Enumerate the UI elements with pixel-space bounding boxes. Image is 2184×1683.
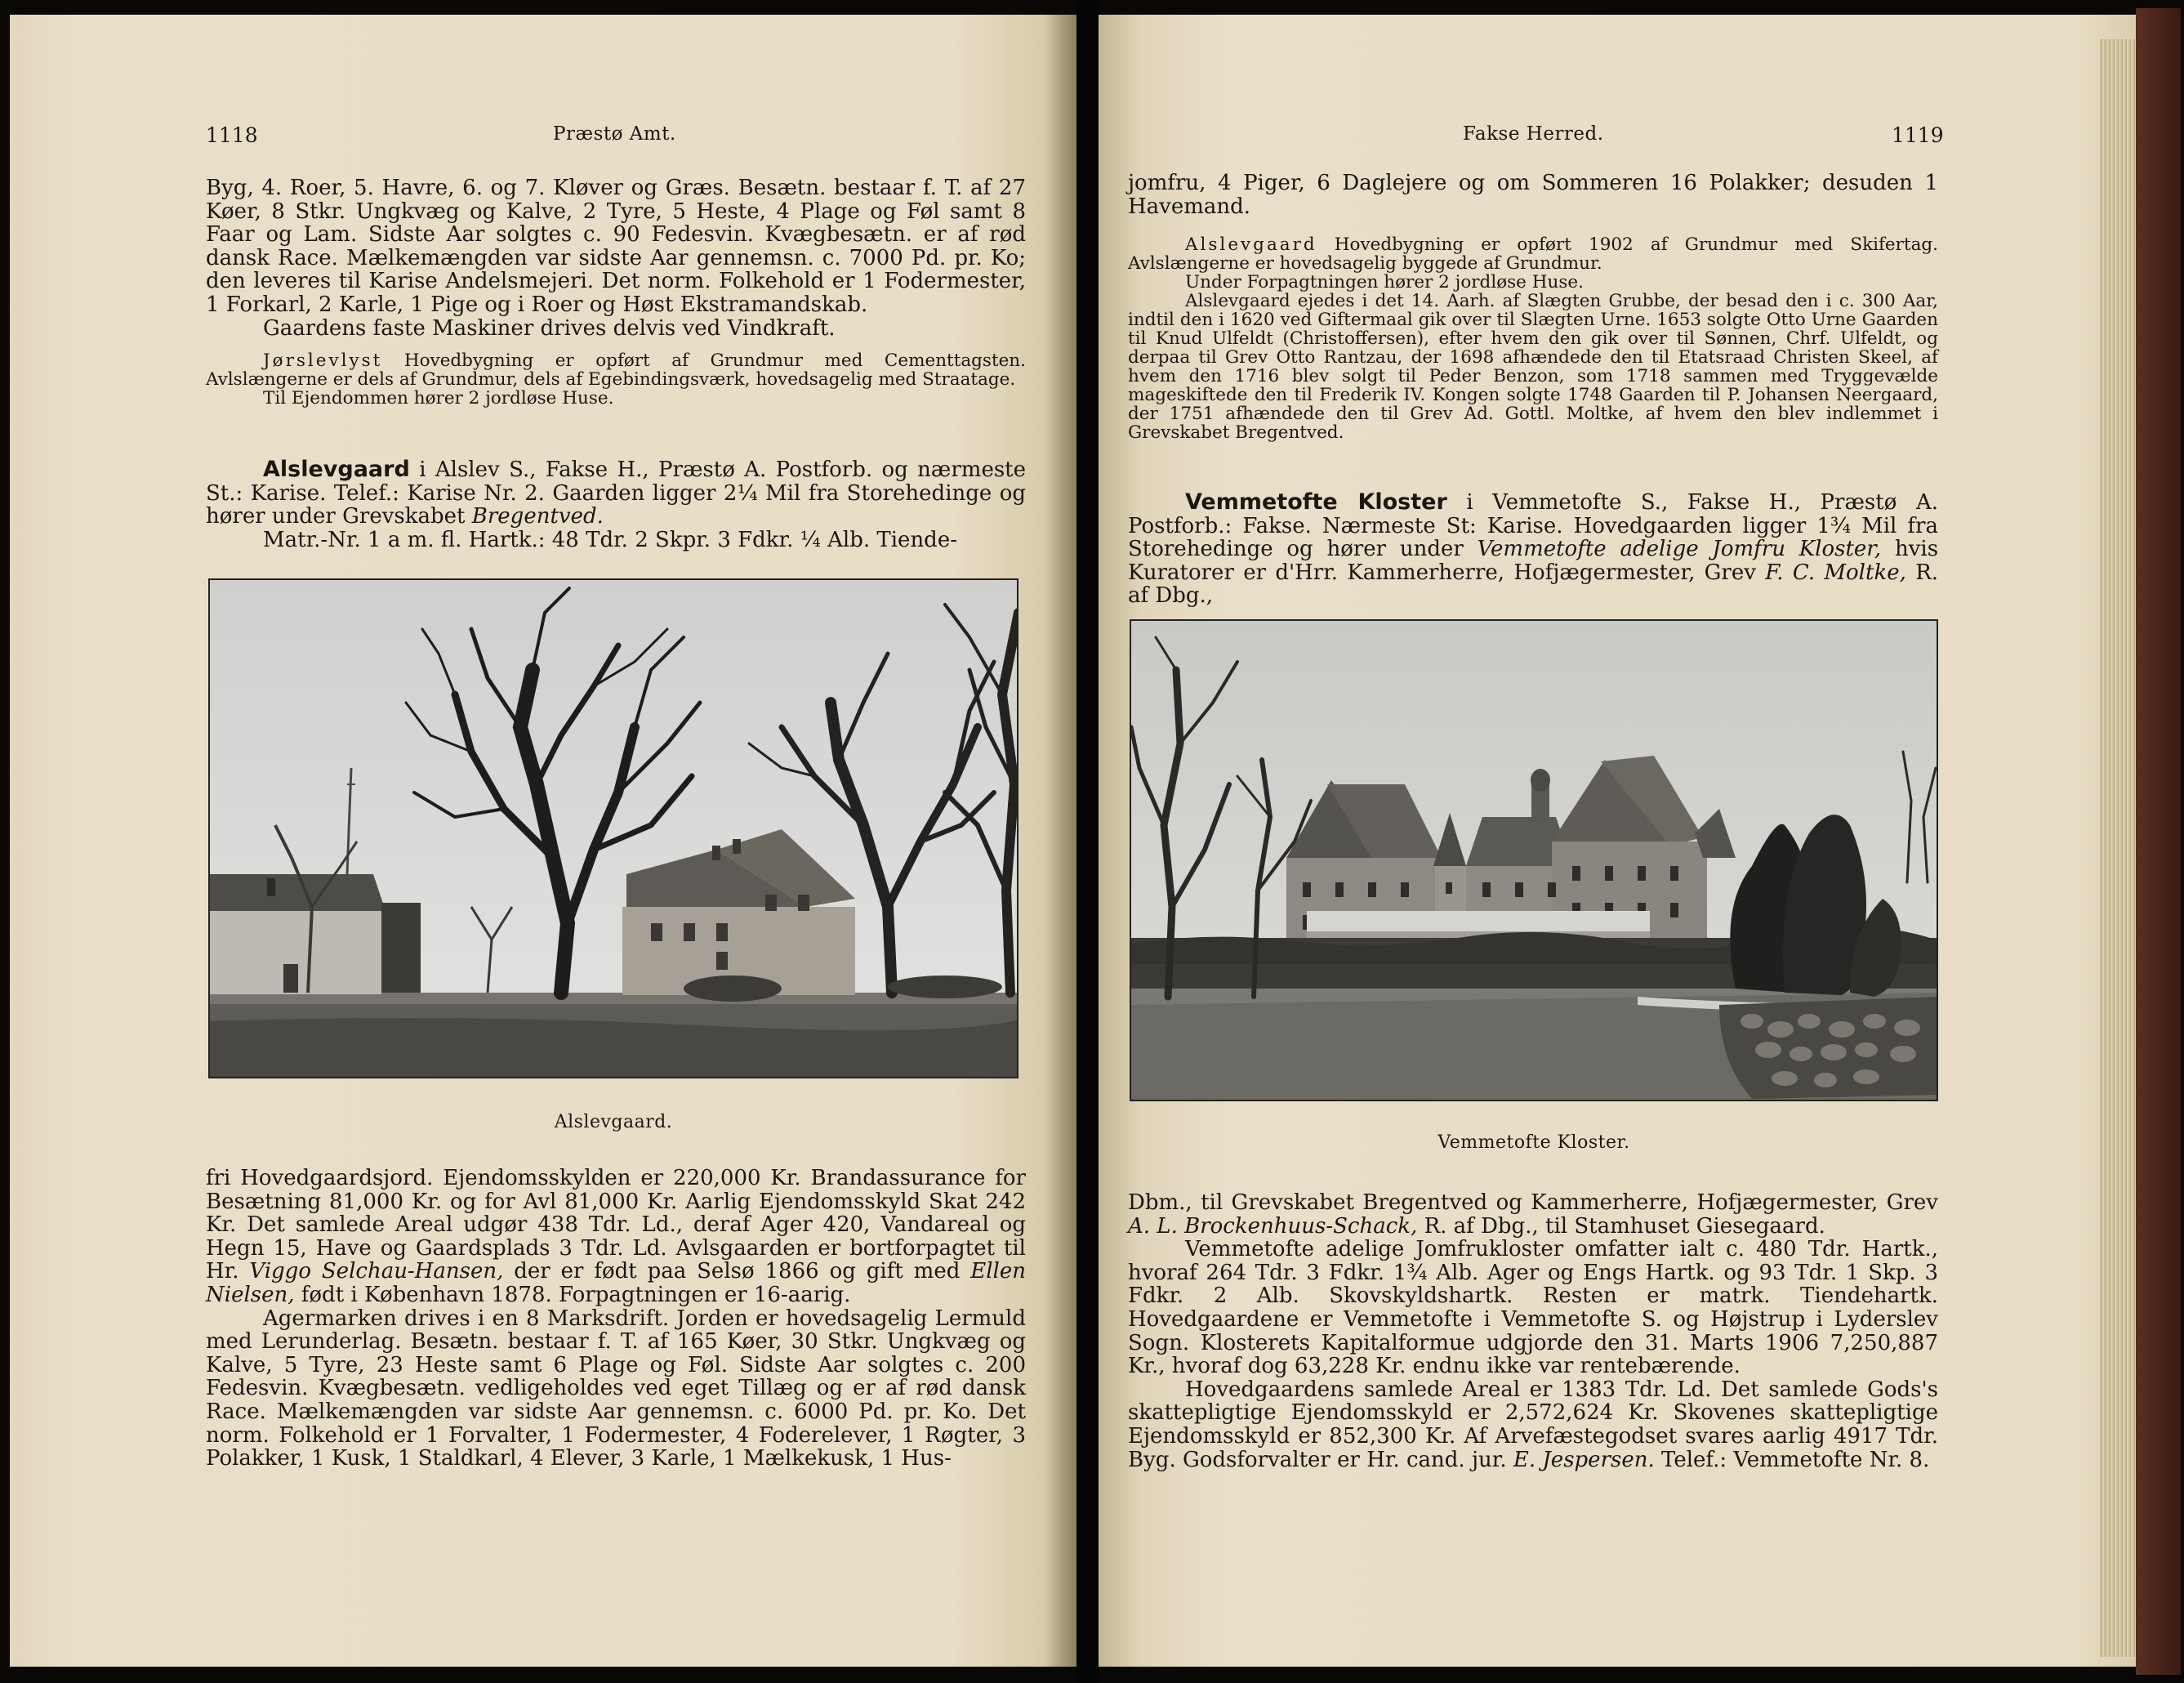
small-print-note <box>1128 235 1938 442</box>
text-run: R. af Dbg., til Stamhuset Giesegaard. <box>1424 1213 1825 1239</box>
book-gutter <box>1076 0 1099 1683</box>
bottom-text <box>1128 1191 1938 1471</box>
small-text: Under Forpagtningen hører 2 jordløse Huse. <box>1185 272 1584 292</box>
small-text: Hovedbygning er opført 1902 af Grundmur med Skifertag. Avlslængerne er hovedsagelig byggede af Grundmur. <box>1128 234 1938 274</box>
paragraph: jomfru, 4 Piger, 6 Daglejere og om Sommeren 16 Polakker; desuden 1 Havemand. <box>1128 171 1938 219</box>
left-page <box>10 15 1076 1667</box>
top-text <box>206 176 1026 340</box>
gutter-shadow <box>1044 15 1076 1667</box>
small-print-note <box>206 351 1026 408</box>
paragraph: Gaardens faste Maskiner drives delvis ved Vindkraft. <box>263 315 836 341</box>
italic-name: Ellen Nielsen, <box>206 1259 1026 1307</box>
right-page <box>1099 15 2136 1667</box>
small-text: Hovedbygning er opført af Grundmur med Cementtagsten. Avlslængerne er dels af Grundmur, dels af Egebindingsværk, hovedsagelig med Straatage. <box>206 350 1026 390</box>
page-number: 1118 <box>206 123 258 147</box>
entry-alslevgaard <box>206 458 1026 551</box>
running-head: Fakse Herred. <box>1463 123 1604 145</box>
photo-alslevgaard <box>208 578 1018 1078</box>
text-run: født i København 1878. Forpagtningen er 16-aarig. <box>301 1282 851 1307</box>
italic-name: A. L. Brockenhuus-Schack, <box>1128 1213 1418 1239</box>
italic-name: Viggo Selchau-Hansen, <box>249 1259 504 1284</box>
entry-italic: F. C. Moltke, <box>1765 560 1906 585</box>
page-edges <box>2100 39 2136 1657</box>
italic-name: E. Jespersen. <box>1513 1447 1655 1472</box>
paragraph: Vemmetofte adelige Jomfrukloster omfatter ialt c. 480 Tdr. Hartk., hvoraf 264 Tdr. 3 Fdkr. 1¾ Alb. Ager og Engs Hartk. og 93 Tdr. 1 Skp. 3 Fdkr. 2 Alb. Skovskyldshartk. Resten er matrk. Tiendehartk. Hovedgaardene er Vemmetofte i Vemmetofte S. og Højstrup i Lyderslev Sogn. Klosterets Kapitalformue udgjorde den 31. Marts 1906 7,250,887 Kr., hvoraf dog 63,228 Kr. endnu ikke var rentebærende. <box>1128 1237 1938 1379</box>
text-run: Dbm., til Grevskabet Bregentved og Kammerherre, Hofjægermester, Grev <box>1128 1190 1938 1215</box>
entry-text: i Alslev S., Fakse H., Præstø A. Postforb. og nærmeste St.: Karise. Telef.: Karise Nr. 2. Gaarden ligger 2¼ Mil fra Storehedinge og hører under Grevskabet <box>206 458 1027 529</box>
entry-text: i Vemmetofte S., Fakse H., Præstø A. Postforb.: Fakse. Nærmeste St: Karise. Hovedgaarden ligger 1¾ Mil fra Storehedinge og hører under <box>1128 490 1938 562</box>
text-run: Telef.: Vemmetofte Nr. 8. <box>1661 1447 1930 1472</box>
entry-text: Matr.-Nr. 1 a m. fl. Hartk.: 48 Tdr. 2 Skpr. 3 Fdkr. ¼ Alb. Tiende- <box>263 527 958 552</box>
paragraph: Byg, 4. Roer, 5. Havre, 6. og 7. Kløver og Græs. Besætn. bestaar f. T. af 27 Køer, 8 Stkr. Ungkvæg og Kalve, 2 Tyre, 5 Heste, 4 Plage og Føl samt 8 Faar og Lam. Sidste Aar solgtes c. 90 Fedesvin. Kvægbesætn. er af rød dansk Race. Mælkemængden var sidste Aar gennemsn. c. 7000 Pd. pr. Ko; den leveres til Karise Andelsmejeri. Det norm. Folkehold er 1 Fodermester, 1 Forkarl, 2 Karle, 1 Pige og i Roer og Høst Ekstramandskab. <box>206 176 1026 317</box>
text-run: Hovedgaardens samlede Areal er 1383 Tdr. Ld. Det samlede Gods's skattepligtige Ejendomsskyld er 2,572,624 Kr. Skovenes skattepligtige Ejendomsskyld er 852,300 Kr. Af Arvefæstegodset svares aarlig 4917 Tdr. Byg. Godsforvalter er Hr. cand. jur. <box>1128 1377 1938 1472</box>
small-text: Alslevgaard ejedes i det 14. Aarh. af Slægten Grubbe, der besad den i c. 300 Aar, indtil den i 1620 ved Giftermaal gik over til Slægten Urne. 1653 solgte Otto Urne Gaarden til Knud Ulfeldt (Christoffersen), efter hvem den gik over til Sønnen, Chrf. Ulfeldt, og derpaa til Grev Otto Rantzau, der 1698 afhændede den til Etatsraad Christen Skeel, af hvem den 1716 blev solgt til Peder Benzon, som 1718 sammen med Tryggevælde mageskiftede den til Frederik IV. Kongen solgte 1748 Gaarden til P. Johansen Neergaard, der 1751 afhændede den til Grev Ad. Gottl. Moltke, af hvem den blev indlemmet i Grevskabet Bregentved. <box>1128 291 1938 443</box>
estate-name: Alslevgaard <box>1185 234 1317 255</box>
entry-italic: Vemmetofte adelige Jomfru Kloster, <box>1477 537 1882 562</box>
photo-vemmetofte-kloster <box>1130 619 1938 1101</box>
entry-text: hvis Kuratorer er d'Hrr. Kammerherre, Hofjægermester, Grev <box>1128 537 1939 585</box>
bottom-text <box>206 1167 1026 1471</box>
page-number: 1119 <box>1892 123 1944 147</box>
small-text: Til Ejendommen hører 2 jordløse Huse. <box>263 388 614 408</box>
entry-italic: Bregentved. <box>471 504 604 529</box>
text-run: fri Hovedgaardsjord. Ejendomsskylden er 220,000 Kr. Brandassurance for Besætning 81,000 Kr. og for Avl 81,000 Kr. Aarlig Ejendomsskyld Skat 242 Kr. Det samlede Areal udgør 438 Tdr. Ld., deraf Ager 420, Vandareal og Hegn 15, Have og Gaardsplads 3 Tdr. Ld. Avlsgaarden er bortforpagtet til Hr. <box>206 1166 1026 1284</box>
running-head: Præstø Amt. <box>553 123 676 145</box>
book-cover-edge <box>2136 8 2181 1675</box>
text-run: der er født paa Selsø 1866 og gift med <box>514 1259 961 1284</box>
entry-text: R. af Dbg., <box>1128 560 1939 609</box>
photo-caption: Vemmetofte Kloster. <box>1437 1132 1630 1153</box>
entry-heading: Vemmetofte Kloster <box>1185 489 1447 515</box>
top-text <box>1128 172 1938 218</box>
entry-vemmetofte <box>1128 491 1938 608</box>
photo-caption: Alslevgaard. <box>554 1112 673 1132</box>
paragraph: Agermarken drives i en 8 Marksdrift. Jorden er hovedsagelig Lermuld med Lerunderlag. Besætn. bestaar f. T. af 165 Køer, 30 Stkr. Ungkvæg og Kalve, 5 Tyre, 23 Heste samt 6 Plage og Føl. Sidste Aar solgtes c. 200 Fedesvin. Kvægbesætn. vedligeholdes ved eget Tillæg og er af rød dansk Race. Mælkemængden var sidste Aar gennemsn. c. 6000 Pd. pr. Ko. Det norm. Folkehold er 1 Forvalter, 1 Fodermester, 4 Foderelever, 1 Røgter, 3 Polakker, 1 Kusk, 1 Staldkarl, 4 Elever, 3 Karle, 1 Mælkekusk, 1 Hus- <box>206 1306 1026 1471</box>
entry-heading: Alslevgaard <box>263 457 410 482</box>
estate-name: Jørslevlyst <box>263 350 383 371</box>
